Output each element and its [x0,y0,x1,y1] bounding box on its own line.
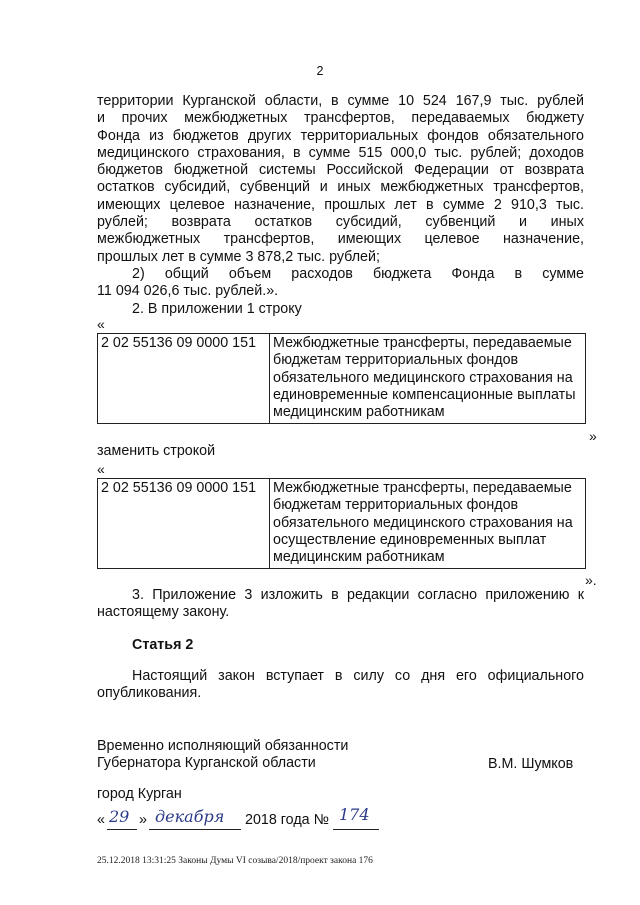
date-day-underline [107,829,137,830]
article-text-line: Настоящий закон вступает в силу со дня его официального [132,668,584,684]
article-text-line: опубликования. [97,685,202,702]
table-new-description [270,479,586,569]
paragraph-line: прошлых лет в сумме 3 878,2 тыс. рублей; [97,248,380,265]
paragraph-line: и прочих межбюджетных трансфертов, передаваемых бюджету [97,110,584,127]
signatory-name: В.М. Шумков [488,756,574,772]
quote-open: « [97,461,105,477]
law-number-underline [333,829,379,830]
paragraph-line: рублей; возврата остатков субсидий, субвенций и иных [97,214,584,231]
table-row [98,479,586,569]
document-footer: 25.12.2018 13:31:25 Законы Думы VI созыва/2018/проект закона 176 [97,856,373,866]
table-old-line: обязательного медицинского страхования на [273,369,573,386]
point3 [97,587,584,622]
item2-line: 11 094 026,6 тыс. рублей.». [97,283,279,300]
point3-line: настоящему закону. [97,604,230,621]
table-old-line: единовременные компенсационные выплаты [273,386,576,403]
signing-date [97,805,397,834]
table-new-line: Межбюджетные трансферты, передаваемые [273,480,572,496]
table-new-code: 2 02 55136 09 0000 151 [98,479,270,569]
table-old-code: 2 02 55136 09 0000 151 [98,334,270,424]
table-new-row [97,478,586,569]
article-heading: Статья 2 [132,637,194,653]
signatory-title [97,738,348,773]
point2-text: 2. В приложении 1 строку [132,300,302,317]
signatory-title-line: Временно исполняющий обязанности [97,738,349,754]
table-new-line: бюджетам территориальных фондов [273,497,519,514]
page-number: 2 [316,64,324,78]
paragraph-line: Фонда из бюджетов других территориальных фондов обязательного [97,127,584,144]
city: город Курган [97,786,182,802]
paragraph-line: бюджетов бюджетной системы Российской Федерации от возврата [97,162,584,179]
date-month-underline [149,829,241,830]
point3-line: 3. Приложение 3 изложить в редакции согласно приложению к [132,587,584,603]
paragraph-line: имеющих целевое назначение, прошлых лет в сумме 2 910,3 тыс. [97,196,584,213]
paragraph-line: медицинского страхования, в сумме 515 000,0 тыс. рублей; доходов [97,144,584,161]
table-new-line: осуществление единовременных выплат [273,531,547,548]
paragraph-revenues [97,93,584,318]
table-old-line: Межбюджетные трансферты, передаваемые [273,335,572,351]
replace-with-text: заменить строкой [97,443,216,459]
item2-line: 2) общий объем расходов бюджета Фонда в сумме [132,265,584,282]
date-close-quote: » [139,812,147,828]
law-number: 174 [339,805,370,824]
table-old-description [270,334,586,424]
signatory-title-line: Губернатора Курганской области [97,755,316,772]
date-month: декабря [155,807,225,826]
quote-close: » [589,428,597,444]
paragraph-line: территории Курганской области, в сумме 10 524 167,9 тыс. рублей [97,93,584,109]
article-text [97,668,584,703]
table-old-line: медицинским работникам [273,404,445,421]
table-old-line: бюджетам территориальных фондов [273,352,519,369]
date-year: 2018 года № [245,812,329,828]
table-old-row [97,333,586,424]
table-new-line: медицинским работникам [273,549,445,566]
date-open-quote: « [97,812,105,828]
quote-open: « [97,316,105,332]
quote-close: ». [585,572,597,588]
date-day: 29 [109,807,130,826]
paragraph-line: межбюджетных трансфертов, имеющих целевое назначение, [97,231,584,248]
paragraph-line: остатков субсидий, субвенций и иных межбюджетных трансфертов, [97,179,584,196]
table-row [98,334,586,424]
table-new-line: обязательного медицинского страхования на [273,514,573,531]
